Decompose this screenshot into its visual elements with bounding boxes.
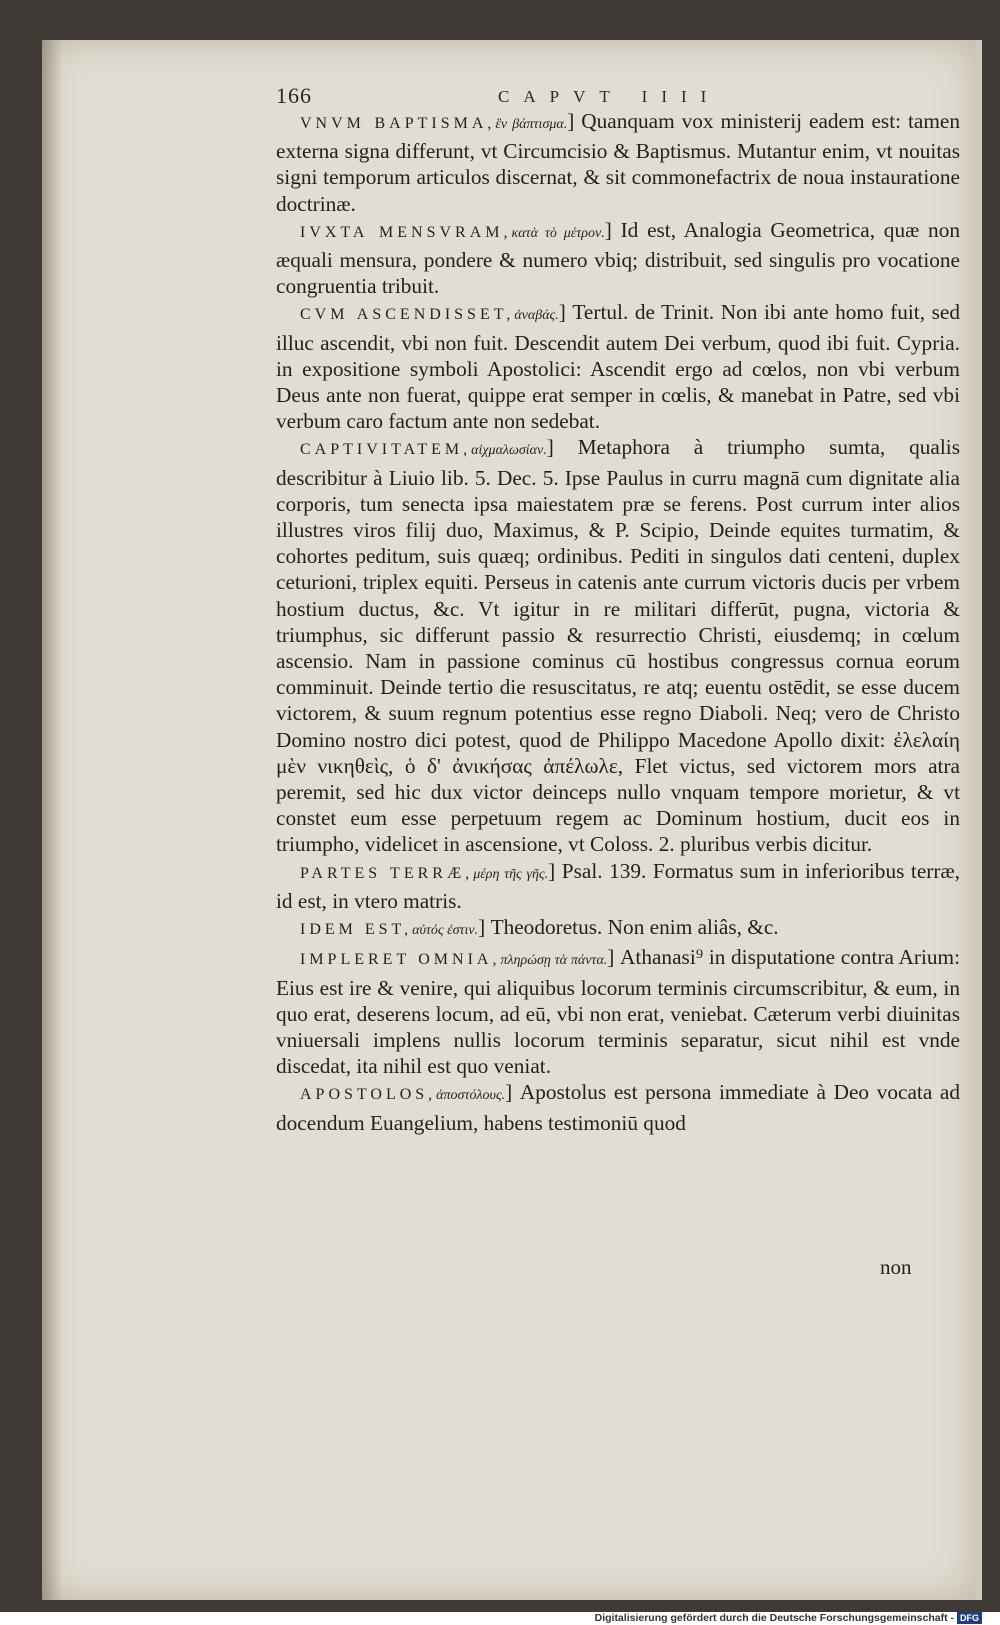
lemma: CAPTIVITATEM, <box>300 441 472 459</box>
lemma: APOSTOLOS, <box>300 1086 437 1104</box>
greek-term: ἀναβάς. <box>514 308 559 324</box>
page-number: 166 <box>276 83 312 108</box>
lemma: IDEM EST, <box>300 921 413 939</box>
paragraph-text: ] Quanquam vox ministerij eadem est: tamen externa signa differunt, vt Circumcisio & Baptismus. Mutantur enim, vt nouitas signi temporum articulos discernat, & sit commonefactrix de noua instauratione doctrinæ. <box>276 109 961 216</box>
paragraph <box>276 858 960 914</box>
greek-term: ἀποστόλους. <box>436 1088 506 1104</box>
paragraph-text: ] Psal. 139. Formatus sum in inferioribus terræ, id est, in vtero matris. <box>276 858 960 913</box>
paragraph <box>276 914 960 944</box>
greek-term: πληρώσῃ τὰ πάντα. <box>500 953 608 969</box>
greek-term: ἓν βάπτισμα. <box>495 117 568 132</box>
greek-term: κατὰ τὸ μέτρον. <box>511 225 605 241</box>
running-head: CAPVT IIII <box>498 87 721 106</box>
digitization-footer <box>595 1610 982 1625</box>
paragraph-text: ] Id est, Analogia Geometrica, quæ non æquali mensura, pondere & numero vbiq; distribuit, sed singulis pro vocatione congruentia tribuit. <box>276 217 960 299</box>
lemma: CVM ASCENDISSET, <box>300 306 515 324</box>
dfg-logo: DFG <box>957 1612 982 1624</box>
body-text <box>276 108 960 1136</box>
paragraph-text: ] Athanasi⁹ in disputatione contra Arium: Eius est ire & venire, qui aliquibus locorum terminis circumscribitur, & eum, in quo erat, deserens locum, ad eū, vbi non erat, veniebat. Cæterum verbi diuinitas vniuersali implens nullis locorum terminis separatur, sicut nihil est vnde discedat, ita nihil est quo veniat. <box>276 945 960 1079</box>
paragraph <box>276 1079 960 1135</box>
greek-term: αἰχμαλωσίαν. <box>471 443 547 459</box>
paragraph-text: ] Tertul. de Trinit. Non ibi ante homo fuit, sed illuc ascendit, vbi non fuit. Descendit autem Dei verbum, quod ibi fuit. Cypria. in expositione symboli Apostolici: Ascendit ergo ad cœlos, non vbi verbum Deus ante non fuerat, quippe erat semper in cœlis, & manebat in Patre, sed vbi verbum caro factum ante non sedebat. <box>276 300 961 434</box>
paragraph <box>276 108 960 217</box>
paragraph-text: ] Apostolus est persona immediate à Deo vocata ad docendum Euangelium, habens testimoniū quod <box>276 1080 960 1135</box>
lemma: VNVM BAPTISMA, <box>300 115 496 132</box>
greek-term: αὐτός ἐστιν. <box>412 923 479 939</box>
paragraph-text: ] Theodoretus. Non enim aliâs, &c. <box>478 915 779 940</box>
page-gutter-shadow <box>42 40 62 1600</box>
paragraph <box>276 217 960 300</box>
lemma: IMPLERET OMNIA, <box>300 951 501 969</box>
lemma: IVXTA MENSVRAM, <box>300 223 512 241</box>
greek-term: μέρη τῆς γῆς. <box>473 866 549 882</box>
footer-text: Digitalisierung gefördert durch die Deutsche Forschungsgemeinschaft - <box>594 1611 954 1624</box>
paragraph <box>276 434 960 857</box>
paragraph-text: ] Metaphora à triumpho sumta, qualis describitur à Liuio lib. 5. Dec. 5. Ipse Paulus in curru magnā cum dignitate alia corporis, tum senecta ipsa maiestatem præ se ferens. Post currum inter alios illustres viros filij duo, Maximus, & P. Scipio, Deinde equites turmatim, & cohortes peditum, suis quæq; ordinibus. Pediti in singulos dati centeni, duplex ceturioni, triplex equiti. Perseus in catenis ante currum victoris ducis per vrbem hostium ductus, &c. Vt igitur in re militari differūt, pugna, victoria & triumphus, sic differunt passio & resurrectio Christi, eiusdemq; in cœlum ascensio. Nam in passione cominus cū hostibus congressus cornua eorum comminuit. Deinde tertio die resuscitatus, re atq; euentu ostēdit, se esse ducem victorem, & suum regnum potentius esse regno Diaboli. Neq; vero de Christo Domino nostro dici potest, quod de Philippo Macedone Apollo dixit: ἐλελαίη μὲν νικηθεὶς, ὁ δ' ἀνικήσας ἀπέλωλε, Flet victus, sed victorem mors atra peremit, sed hic dux victor deinceps nullo vnquam tempore morietur, & vt constet eum esse perpetuum regem ac Dominum hostium, ducit eos in triumpho, videlicet in ascensione, vt Coloss. 2. pluribus verbis dicitur. <box>276 435 960 857</box>
paragraph <box>276 299 960 434</box>
catchword: non <box>880 1255 912 1279</box>
lemma: PARTES TERRÆ, <box>300 864 474 882</box>
paragraph <box>276 944 960 1079</box>
